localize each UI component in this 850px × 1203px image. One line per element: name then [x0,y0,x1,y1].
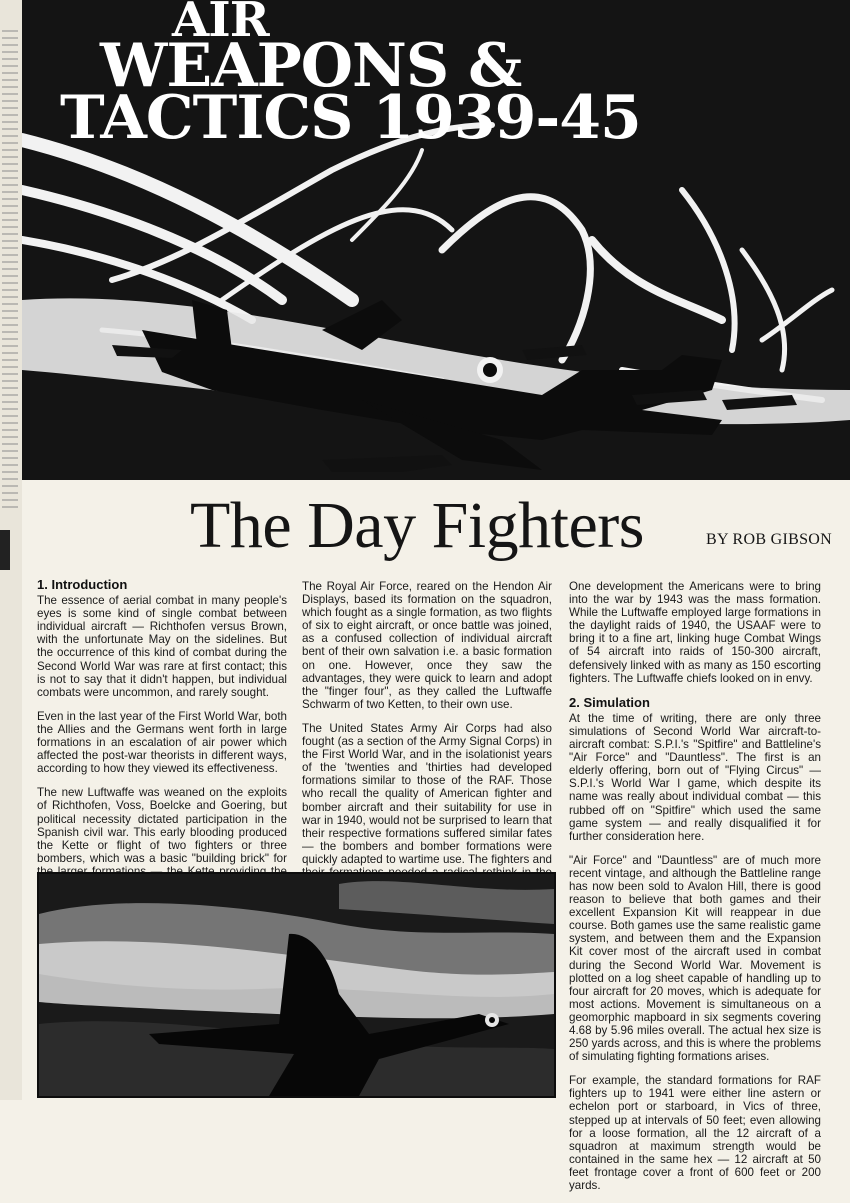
paragraph: The United States Army Air Corps had also fought (as a section of the Army Signal Corps) in the First World War, and in the isolationist years of the 'twenties and 'thirties had developed formations similar to those of the RAF. Those who recall the quality of American fighter and bomber aircraft and their suitability for use in war in 1940, would not be surprised to learn that their respective formations suffered similar fates — the bombers and bomber formations were quickly adapted to wartime use. The fighters and [302,721,552,866]
series-title [60,0,641,153]
article-title: The Day Fighters [190,489,644,562]
series-title-line-3: TACTICS 1939-45 [60,82,641,153]
paragraph: Even in the last year of the First World War, both the Allies and the Germans went forth in large formations in an escalation of air power which affected the post-war theorists in different ways, according to how they viewed its effectiveness. [37,709,287,776]
column-1 [37,578,287,915]
paragraph: "Air Force" and "Dauntless" are of much more recent vintage, and although the Battleline range has now been sold to Avalon Hill, there is good reason to believe that both games and their excellent Expansion Kit will reappear in due course. Both games use the same realistic game system, and between them and the Expansion Kit cover most of the aircraft used in combat during the Second World War. Movement is plotted on a log sheet capable of handling up to four aircraft for 20 moves, which is adequate for most actions. Movement is simultaneous on a geomorphic mapboard in six segments covering 4.68 by 5.96 miles overall. The actual hex size is 250 yards across, and this is where the problems of simulating fighting formations arises. [569,853,821,1064]
paragraph: The Royal Air Force, reared on the Hendon Air Displays, based its formation on the squadron, which fought as a single formation, as two flights of six to eight aircraft, or once battle was joined, as a confused collection of individual aircraft bent of their own salvation i.e. a basic formation on one. However, once they saw the advantages, they were quick to learn and adopt the "finger four", as they called the Luftwaffe Schwarm of two Ketten, to their own use. [302,580,552,711]
binding-edge [0,0,22,1100]
column-3 [569,580,821,1203]
paragraph: The new Luftwaffe was weaned on the exploits of Richthofen, Voss, Boelcke and Goering, but political necessity dictated participation in the Spanish civil war. This early blooding produced the Kette or flight of two fighters or three bombers, which was a basic "building brick" for [37,786,287,865]
paragraph: For example, the standard formations for RAF fighters up to 1941 were either line astern or echelon port or starboard, in Vics of three, stepped up at intervals of 50 feet; even allowing for a loose formation, all the 12 aircraft of a squadron at maximum strength would be contained in the same hex — 12 aircraft at 50 feet frontage cover a front of 600 feet or 200 yards. [569,1074,821,1193]
series-title-line-2: WEAPONS & [100,31,522,102]
paragraph: One development the Americans were to bring into the war by 1943 was the mass formation. While the Luftwaffe employed large formations in the daylight raids of 1940, the USAAF were to bring it to a fine art, linking huge Combat Wings of 54 aircraft into raids of 150-300 aircraft, defensively linked with as many as 150 escorting fighters. The Luftwaffe chiefs looked on in envy. [569,580,821,685]
series-title-line-1: AIR [172,0,269,48]
paragraph: The essence of aerial combat in many people's eyes is some kind of single combat between individual aircraft — Richthofen versus Brown, with the unfortunate May on the sidelines. But the occurrence of this kind of combat during the Second World War was rare at first contact; this is not to say that it didn't happen, but individual combats were uncommon, and rarely sought. [37,594,287,699]
article-byline: BY ROB GIBSON [706,531,832,548]
hero-illustration [22,0,850,480]
aircraft-photo [37,872,556,1098]
edge-bar [0,530,10,570]
paragraph: At the time of writing, there are only three simulations of Second World War aircraft-to-aircraft combat: S.P.I.'s "Spitfire" and Battleline's "Air Force" and "Dauntless". The first is an elderly offering, born out of "Flying Circus" — S.P.I.'s World War I game, which despite its name was really about individual combat — this rubbed off on "Spitfire" which used the same game system — and really disqualified it for further consideration here. [569,711,821,843]
section-heading-introduction: 1. Introduction [37,577,128,592]
edge-text-marks [2,30,18,510]
section-heading-simulation: 2. Simulation [569,694,650,710]
fighter-aircraft-photo [39,874,554,1096]
